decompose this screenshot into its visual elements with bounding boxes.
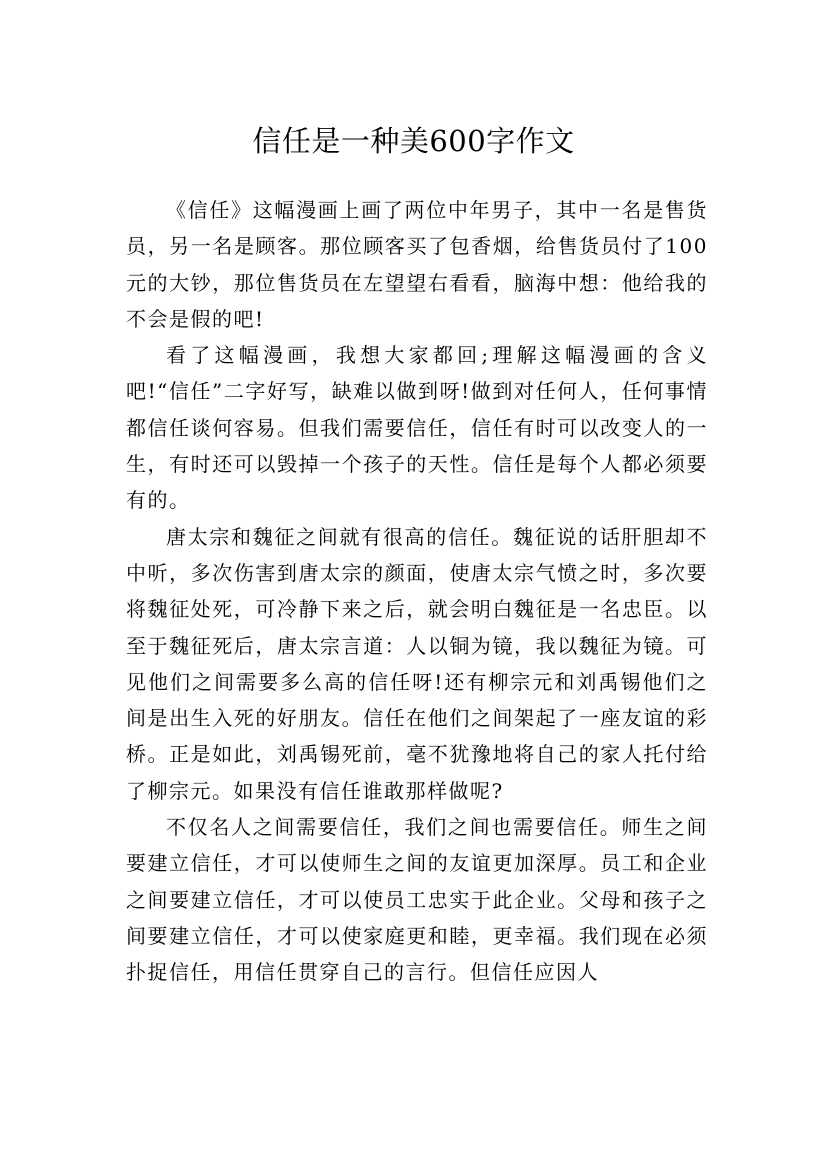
document-body: [126, 192, 708, 991]
document-title: 信任是一种美600字作文: [252, 124, 575, 159]
paragraph-4: 不仅名人之间需要信任，我们之间也需要信任。师生之间要建立信任，才可以使师生之间的友谊更加深厚。员工和企业之间要建立信任，才可以使员工忠实于此企业。父母和孩子之间要建立信任，才可以使家庭更和睦，更幸福。我们现在必须扑捉信任，用信任贯穿自己的言行。但信任应因人: [126, 815, 708, 985]
paragraph-1: 《信任》这幅漫画上画了两位中年男子，其中一名是售货员，另一名是顾客。那位顾客买了包香烟，给售货员付了100元的大钞，那位售货员在左望望右看看，脑海中想：他给我的不会是假的吧!: [126, 198, 708, 331]
paragraph-2: 看了这幅漫画，我想大家都回;理解这幅漫画的含义吧!“信任”二字好写，缺难以做到呀!做到对任何人，任何事情都信任谈何容易。但我们需要信任，信任有时可以改变人的一生，有时还可以毁掉一个孩子的天性。信任是每个人都必须要有的。: [126, 343, 708, 513]
paragraph-3: 唐太宗和魏征之间就有很高的信任。魏征说的话肝胆却不中听，多次伤害到唐太宗的颜面，使唐太宗气愤之时，多次要将魏征处死，可冷静下来之后，就会明白魏征是一名忠臣。以至于魏征死后，唐太宗言道：人以铜为镜，我以魏征为镜。可见他们之间需要多么高的信任呀!还有柳宗元和刘禹锡他们之间是出生入死的好朋友。信任在他们之间架起了一座友谊的彩桥。正是如此，刘禹锡死前，毫不犹豫地将自己的家人托付给了柳宗元。如果没有信任谁敢那样做呢?: [126, 524, 708, 803]
